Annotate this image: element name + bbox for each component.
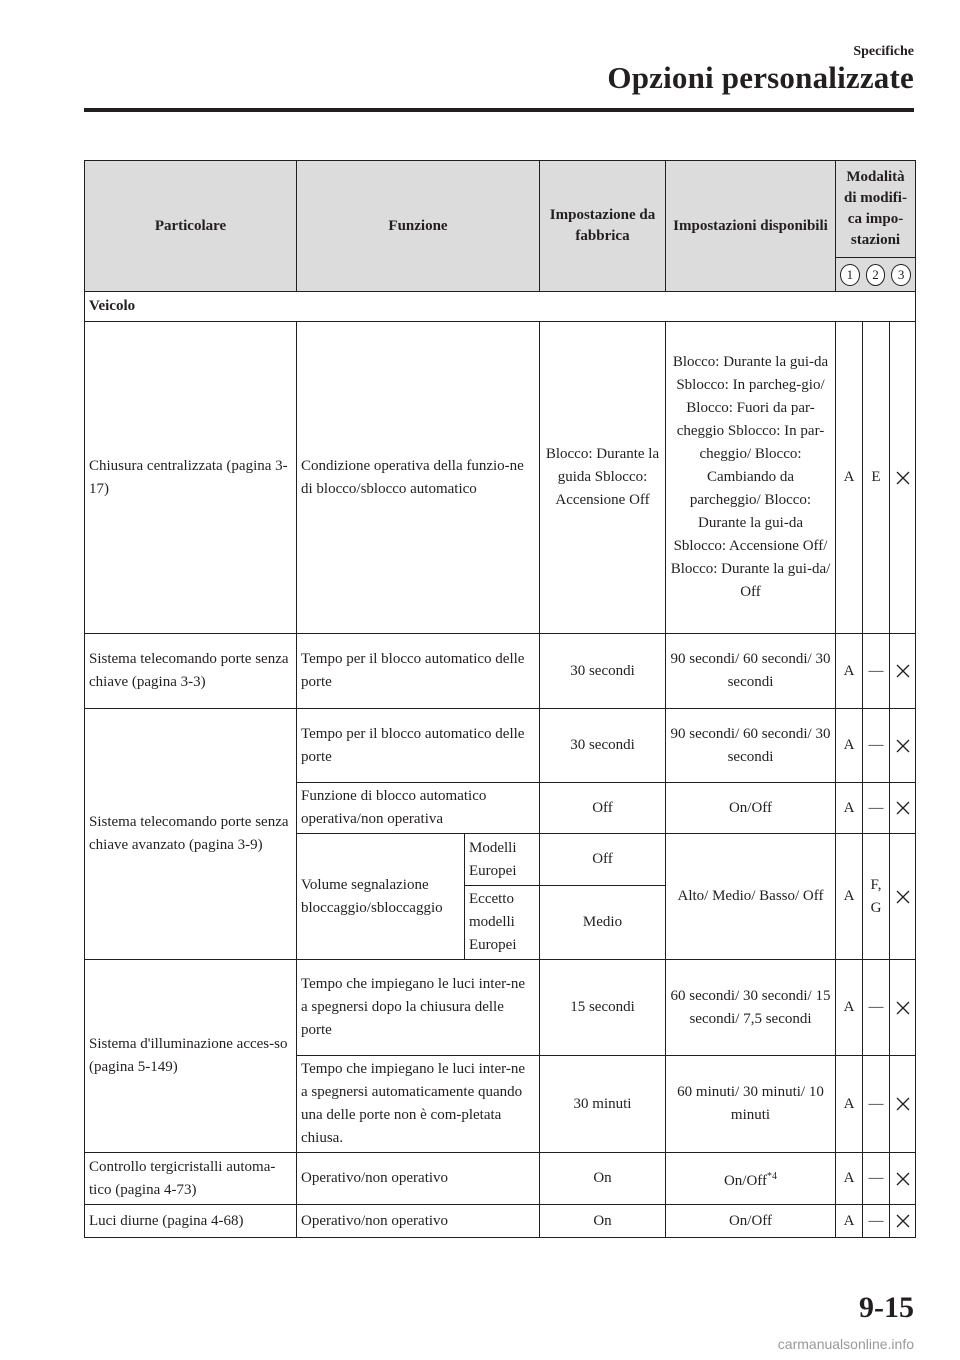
header-rule [84, 108, 914, 112]
customization-table [84, 160, 916, 1238]
col-header-function: Funzione [297, 161, 540, 292]
mode-2-cell: — [863, 1153, 890, 1205]
not-available-icon [896, 739, 910, 753]
mode-2-cell: F, G [863, 834, 890, 960]
function-cell: Tempo per il blocco automatico delle porte [297, 709, 540, 783]
item-cell: Luci diurne (pagina 4-68) [85, 1205, 297, 1238]
available-cell: 90 secondi/ 60 secondi/ 30 secondi [666, 709, 836, 783]
section-label: Specifiche [853, 44, 914, 59]
item-cell: Sistema d'illuminazione acces-so (pagina 5-149) [85, 960, 297, 1153]
not-available-icon [896, 1001, 910, 1015]
not-available-icon [896, 471, 910, 485]
available-cell [666, 1153, 836, 1205]
available-cell: 60 secondi/ 30 secondi/ 15 secondi/ 7,5 secondi [666, 960, 836, 1056]
default-cell: Medio [540, 886, 666, 960]
mode-2-cell: E [863, 322, 890, 634]
default-cell: 30 minuti [540, 1056, 666, 1153]
default-cell: Off [540, 834, 666, 886]
available-value: On/Off [723, 1172, 768, 1189]
col-header-default: Impostazione da fabbrica [540, 161, 666, 292]
available-cell: Alto/ Medio/ Basso/ Off [666, 834, 836, 960]
mode-3-cell [890, 783, 916, 834]
function-cell: Tempo che impiegano le luci inter-ne a spegnersi automaticamente quando una delle porte non è com-pletata chiusa. [297, 1056, 540, 1153]
section-row-vehicle: Veicolo [85, 292, 916, 322]
mode-number-1: 1 [840, 264, 860, 286]
item-cell: Controllo tergicristalli automa-tico (pagina 4-73) [85, 1153, 297, 1205]
col-header-available: Impostazioni disponibili [666, 161, 836, 292]
function-cell: Operativo/non operativo [297, 1153, 540, 1205]
mode-1-cell: A [836, 322, 863, 634]
mode-3-cell [890, 834, 916, 960]
mode-2-cell: — [863, 960, 890, 1056]
mode-3-cell [890, 1205, 916, 1238]
available-cell: On/Off [666, 783, 836, 834]
mode-2-cell: — [863, 634, 890, 709]
function-cell: Volume segnalazione bloccaggio/sbloccaggio [297, 834, 465, 960]
page-number: 9-15 [859, 1291, 914, 1324]
mode-1-cell: A [836, 834, 863, 960]
page-title: Opzioni personalizzate [607, 60, 914, 95]
footnote-ref: *4 [767, 1170, 778, 1182]
default-cell: On [540, 1153, 666, 1205]
mode-3-cell [890, 1056, 916, 1153]
function-cell: Funzione di blocco automatico operativa/non operativa [297, 783, 540, 834]
mode-3-cell [890, 634, 916, 709]
mode-1-cell: A [836, 709, 863, 783]
not-available-icon [896, 801, 910, 815]
default-cell: Off [540, 783, 666, 834]
mode-1-cell: A [836, 960, 863, 1056]
mode-2-cell: — [863, 709, 890, 783]
available-cell: Blocco: Durante la gui-da Sblocco: In parcheg-gio/ Blocco: Fuori da par-cheggio Sblocco: In par-cheggio/ Blocco: Cambiando da parcheggio/ Blocco: Durante la gui-da Sblocco: Accensione Off/ Blocco: Durante la gui-da/ Off [666, 322, 836, 634]
not-available-icon [896, 1097, 910, 1111]
function-cell: Tempo che impiegano le luci inter-ne a spegnersi dopo la chiusura delle porte [297, 960, 540, 1056]
sub-market-cell: Modelli Europei [465, 834, 540, 886]
mode-2-cell: — [863, 783, 890, 834]
mode-1-cell: A [836, 1205, 863, 1238]
watermark: carmanualsonline.info [777, 1336, 914, 1352]
col-header-item: Particolare [85, 161, 297, 292]
item-cell: Chiusura centralizzata (pagina 3-17) [85, 322, 297, 634]
default-cell: Blocco: Durante la guida Sblocco: Accensione Off [540, 322, 666, 634]
mode-1-cell: A [836, 634, 863, 709]
not-available-icon [896, 1214, 910, 1228]
mode-3-cell [890, 1153, 916, 1205]
mode-1-cell: A [836, 783, 863, 834]
sub-market-cell: Eccetto modelli Europei [465, 886, 540, 960]
not-available-icon [896, 890, 910, 904]
not-available-icon [896, 664, 910, 678]
item-cell: Sistema telecomando porte senza chiave avanzato (pagina 3-9) [85, 709, 297, 960]
item-cell: Sistema telecomando porte senza chiave (pagina 3-3) [85, 634, 297, 709]
available-cell: 60 minuti/ 30 minuti/ 10 minuti [666, 1056, 836, 1153]
mode-3-cell [890, 322, 916, 634]
col-header-mode: Modalità di modifi-ca impo-stazioni [836, 161, 916, 258]
default-cell: 30 secondi [540, 634, 666, 709]
mode-1-cell: A [836, 1153, 863, 1205]
mode-number-2: 2 [866, 264, 886, 286]
not-available-icon [896, 1172, 910, 1186]
mode-2-cell: — [863, 1205, 890, 1238]
function-cell: Tempo per il blocco automatico delle porte [297, 634, 540, 709]
available-cell: On/Off [666, 1205, 836, 1238]
default-cell: On [540, 1205, 666, 1238]
mode-3-cell [890, 709, 916, 783]
function-cell: Operativo/non operativo [297, 1205, 540, 1238]
default-cell: 30 secondi [540, 709, 666, 783]
mode-number-3: 3 [891, 264, 911, 286]
mode-1-cell: A [836, 1056, 863, 1153]
function-cell: Condizione operativa della funzio-ne di blocco/sblocco automatico [297, 322, 540, 634]
mode-3-cell [890, 960, 916, 1056]
available-cell: 90 secondi/ 60 secondi/ 30 secondi [666, 634, 836, 709]
default-cell: 15 secondi [540, 960, 666, 1056]
mode-2-cell: — [863, 1056, 890, 1153]
mode-numbers [840, 264, 911, 286]
